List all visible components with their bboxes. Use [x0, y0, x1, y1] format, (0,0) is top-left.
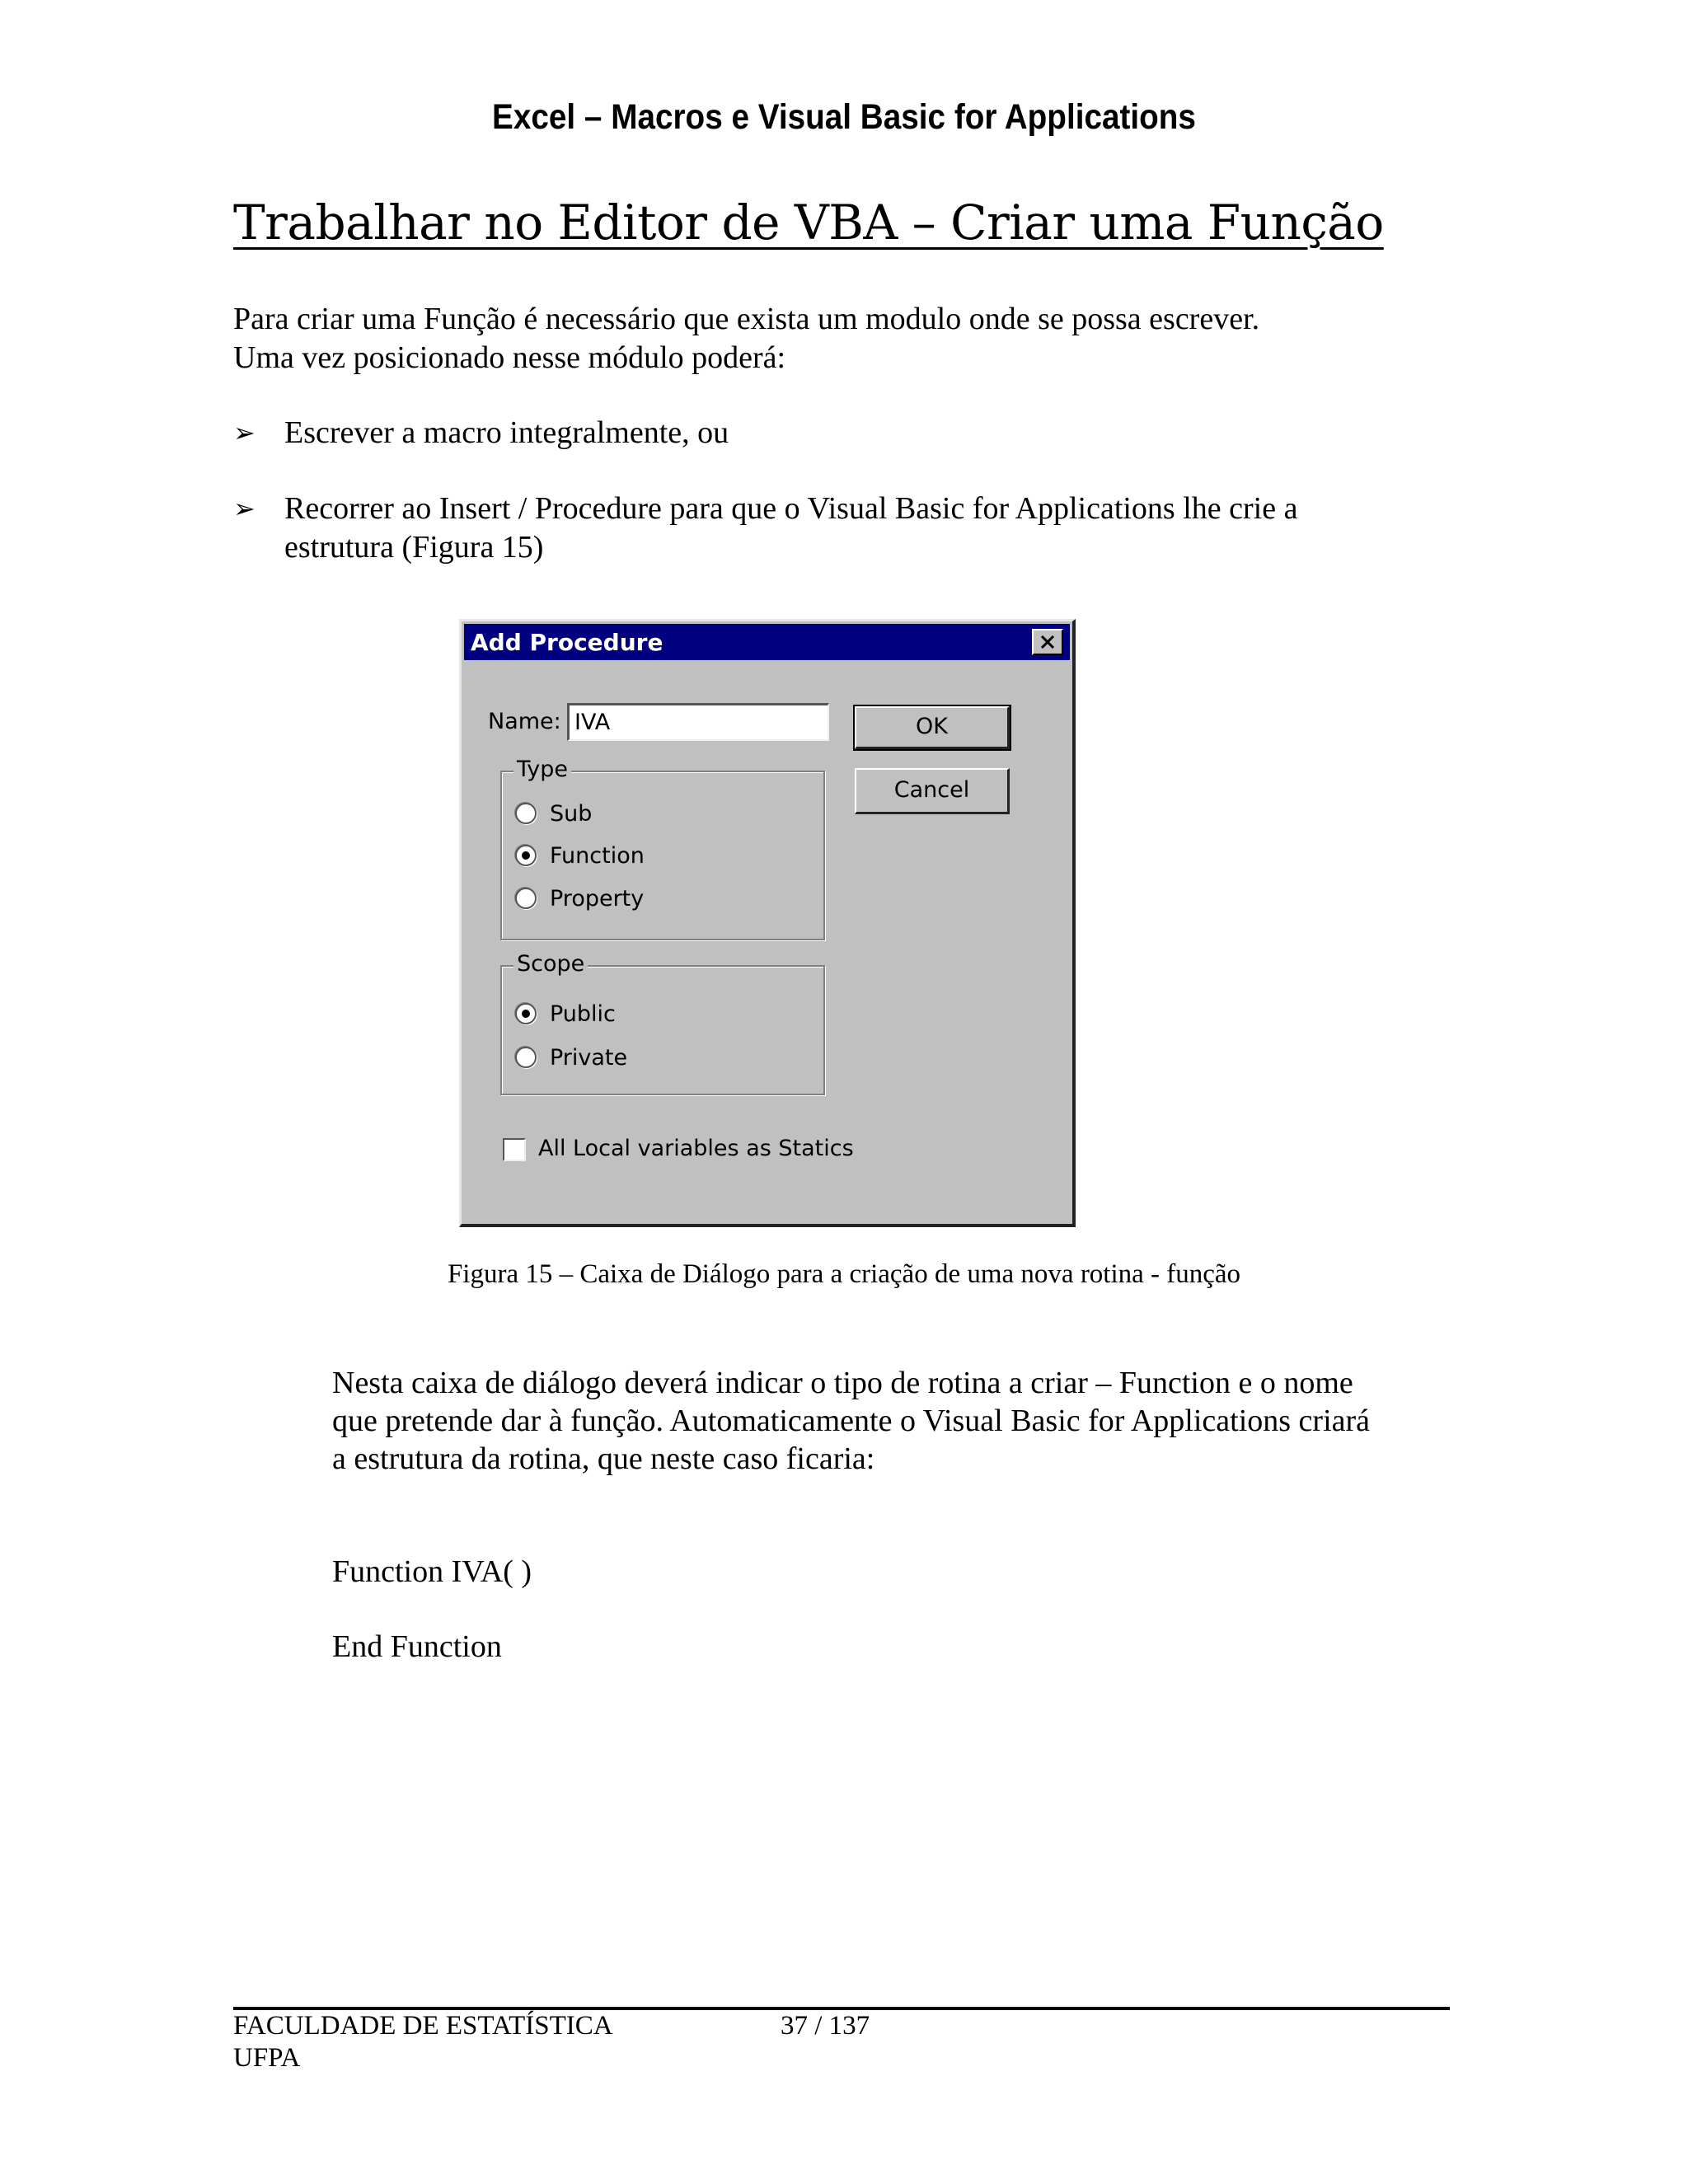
name-label: Name: — [488, 709, 561, 734]
bullet-text: Recorrer ao Insert / Procedure para que o Visual Basic for Applications lhe crie a — [284, 491, 1298, 526]
figure-caption: Figura 15 – Caixa de Diálogo para a criação de uma nova rotina - função — [447, 1259, 1241, 1289]
dialog-title: Add Procedure — [471, 629, 663, 656]
private-radio-label[interactable]: Private — [550, 1045, 628, 1071]
explanation-line-1: Nesta caixa de diálogo deverá indicar o tipo de rotina a criar – Function e o nome — [332, 1366, 1353, 1400]
type-group-label: Type — [513, 757, 571, 782]
intro-line-1: Para criar uma Função é necessário que exista um modulo onde se possa escrever. — [233, 302, 1260, 336]
private-radio[interactable] — [515, 1047, 537, 1068]
explanation-line-3: a estrutura da rotina, que neste caso ficaria: — [332, 1441, 875, 1476]
statics-checkbox-label[interactable]: All Local variables as Statics — [538, 1136, 854, 1161]
arrow-bullet-icon: ➢ — [233, 493, 256, 524]
type-group — [500, 757, 825, 940]
bullet-text: estrutura (Figura 15) — [284, 530, 544, 565]
name-input[interactable]: IVA — [567, 703, 829, 741]
property-radio-label[interactable]: Property — [550, 886, 645, 912]
bullet-text: Escrever a macro integralmente, ou — [284, 415, 729, 450]
radio-selected-dot — [522, 851, 530, 860]
arrow-bullet-icon: ➢ — [233, 417, 256, 448]
radio-selected-dot — [522, 1010, 530, 1018]
running-header: Excel – Macros e Visual Basic for Applications — [492, 97, 1196, 137]
sub-radio-label[interactable]: Sub — [550, 801, 593, 827]
footer-divider — [233, 2007, 1450, 2010]
add-procedure-dialog — [459, 619, 1076, 1227]
property-radio[interactable] — [515, 888, 537, 909]
page-title: Trabalhar no Editor de VBA – Criar uma Função — [233, 194, 1384, 251]
close-button[interactable] — [1032, 629, 1063, 655]
footer-page-number: 37 / 137 — [781, 2011, 870, 2041]
footer-university: UFPA — [233, 2043, 301, 2073]
close-icon — [1040, 635, 1055, 649]
explanation-line-2: que pretende dar à função. Automaticamente o Visual Basic for Applications criará — [332, 1404, 1371, 1438]
public-radio-label[interactable]: Public — [550, 1001, 616, 1027]
public-radio[interactable] — [515, 1003, 537, 1024]
scope-group — [500, 951, 825, 1095]
code-line-end: End Function — [332, 1629, 502, 1664]
code-line-function: Function IVA( ) — [332, 1554, 532, 1589]
cancel-button[interactable]: Cancel — [855, 768, 1010, 814]
function-radio[interactable] — [515, 845, 537, 866]
intro-line-2: Uma vez posicionado nesse módulo poderá: — [233, 340, 786, 375]
footer-institution: FACULDADE DE ESTATÍSTICA — [233, 2011, 613, 2041]
scope-group-label: Scope — [513, 951, 588, 977]
ok-button[interactable]: OK — [855, 706, 1010, 749]
dialog-titlebar — [464, 624, 1070, 660]
sub-radio[interactable] — [515, 803, 537, 824]
statics-checkbox[interactable] — [503, 1138, 526, 1161]
function-radio-label[interactable]: Function — [550, 843, 645, 869]
